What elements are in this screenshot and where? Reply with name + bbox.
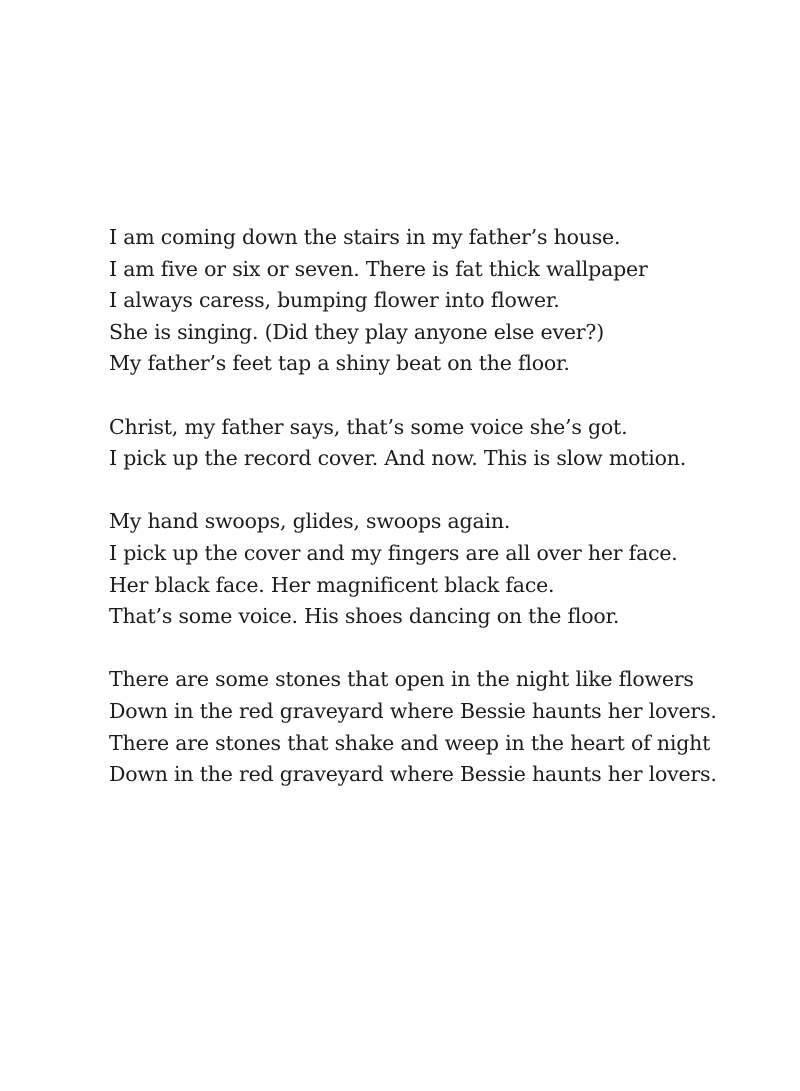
poem-line: Down in the red graveyard where Bessie haunts her lovers. [109, 698, 717, 723]
stanza-4 [109, 664, 769, 790]
poem-line: She is singing. (Did they play anyone else ever?) [109, 319, 604, 344]
stanza-break [109, 380, 769, 412]
poem-line: Down in the red graveyard where Bessie haunts her lovers. [109, 762, 717, 787]
stanza-break [109, 475, 769, 507]
stanza-2 [109, 412, 769, 475]
stanza-1 [109, 222, 769, 380]
poem-line: That’s some voice. His shoes dancing on the floor. [109, 604, 620, 629]
poem-line: My hand swoops, glides, swoops again. [109, 509, 511, 534]
poem-line: There are stones that shake and weep in the heart of night [109, 730, 711, 755]
poem-line: I pick up the cover and my fingers are all over her face. [109, 540, 678, 565]
poem-line: My father’s feet tap a shiny beat on the floor. [109, 351, 570, 376]
poem-line: I pick up the record cover. And now. This is slow motion. [109, 446, 687, 471]
stanza-break [109, 633, 769, 665]
poem-line: Christ, my father says, that’s some voice she’s got. [109, 414, 628, 439]
poem-line: I am coming down the stairs in my father’s house. [109, 225, 621, 249]
poem-line: I always caress, bumping flower into flower. [109, 288, 560, 313]
poem-line: Her black face. Her magnificent black face. [109, 572, 555, 597]
poem-body [109, 222, 769, 791]
stanza-3 [109, 506, 769, 632]
poem-line: There are some stones that open in the night like flowers [109, 667, 694, 692]
poem-line: I am five or six or seven. There is fat thick wallpaper [109, 256, 648, 281]
